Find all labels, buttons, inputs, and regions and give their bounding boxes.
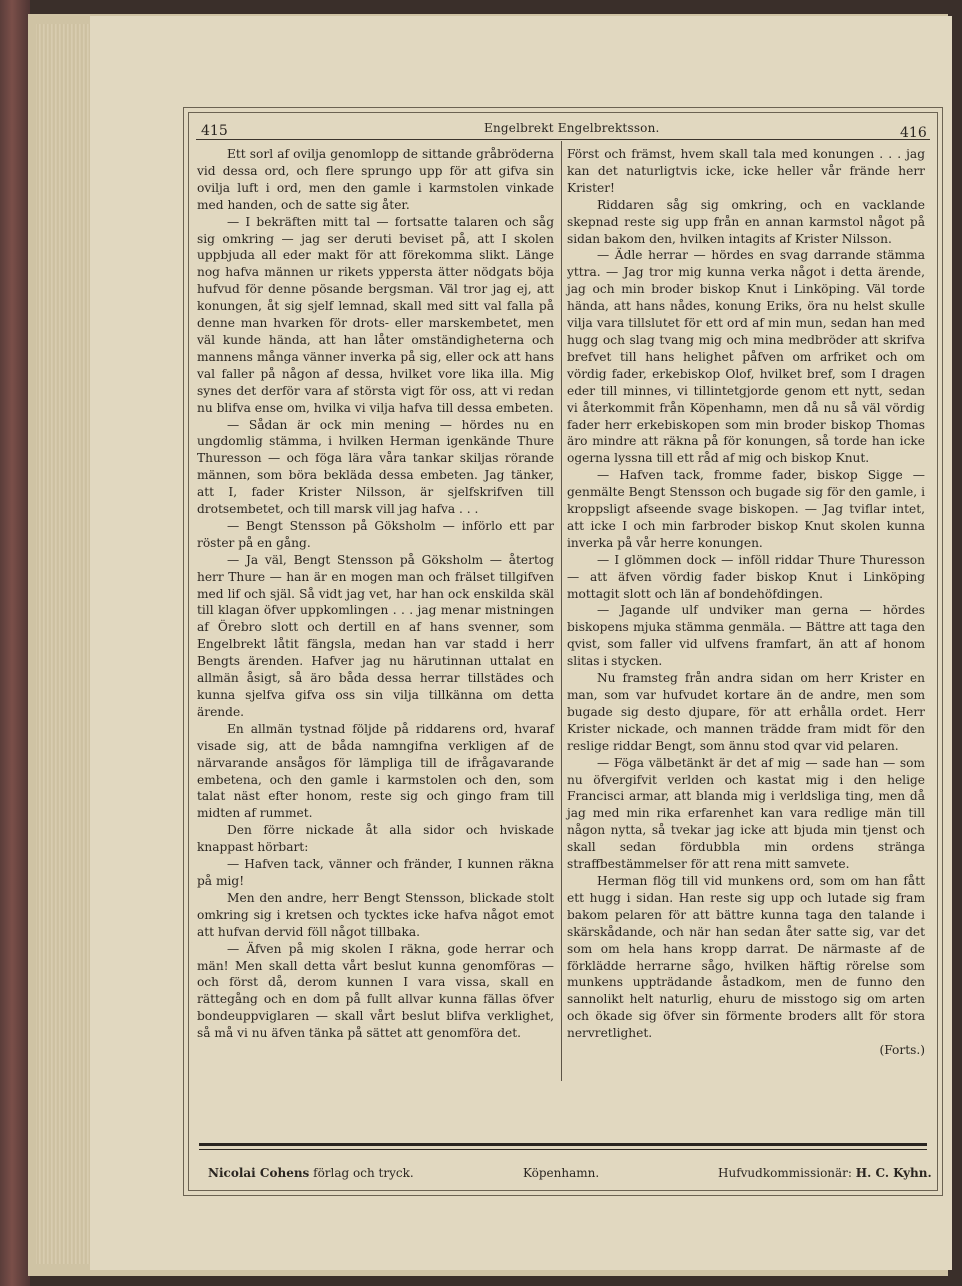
commission-name: H. C. Kyhn.: [855, 1166, 932, 1180]
page-edges: [36, 24, 96, 1264]
publisher-text: förlag och tryck.: [313, 1166, 414, 1180]
paragraph: Riddaren såg sig omkring, och en vacklande skepnad reste sig upp från en annan karmstol något på sidan bakom den, hvilken intagits af Krister Nilsson.: [567, 197, 925, 246]
right-column: [567, 146, 925, 1059]
paragraph: — Ja väl, Bengt Stensson på Göksholm — återtog herr Thure — han är en mogen man och frälset tillgifven med lif och själ. Så vidt jag vet, har han ock enskilda skäl till klagan öfver uppkomlingen . . . jag menar mistningen af Örebro slott och dertill en af hans svenner, som Engelbrekt låtit fängsla, medan han var stadd i herr Bengts ärenden. Hafver jag nu härutinnan uttalat en allmän åsigt, så äro båda dessa herrar tillstädes och kunna sjelfva gifva oss sin vilja tillkänna om detta ärende.: [197, 552, 554, 719]
paragraph: — Sådan är ock min mening — hördes nu en ungdomlig stämma, i hvilken Herman igenkände Thure Thuresson — och föga lära våra tankar skiljas rörande männen, som böra bekläda dessa embeten. Jag tänker, att I, fader Krister Nilsson, är sjelfskrifven till drotsembetet, och till marsk vill jag hafva . . .: [197, 417, 554, 517]
page-number-right: 416: [900, 125, 927, 141]
paragraph: — Hafven tack, fromme fader, biskop Sigge — genmälte Bengt Stensson och bugade sig för den gamle, i kroppsligt afseende svage biskopen. — Jag tviflar intet, att icke I och min farbroder biskop Knut skolen kunna inverka på vår herre konungen.: [567, 468, 925, 550]
paragraph: En allmän tystnad följde på riddarens ord, hvaraf visade sig, att de båda namngifna verkligen af de närvarande ansågos för lämpliga till de ifrågavarande embetena, och den gamle i karmstolen och den, som talat näst efter honom, reste sig och gingo fram till midten af rummet.: [197, 721, 554, 821]
paragraph: Först och främst, hvem skall tala med konungen . . . jag kan det naturligtvis icke, icke heller vår frände herr Krister!: [567, 147, 925, 195]
paragraph: — Ädle herrar — hördes en svag darrande stämma yttra. — Jag tror mig kunna verka något i detta ärende, jag och min broder biskop Knut i Linköping. Väl torde hända, att hans nådes, konung Eriks, öra nu helst skulle vilja vara tillslutet för ett ord af min mun, sedan han med hugg och slag tvang mig och mina medbröder att skrifva brefvet till hans helighet påfven om arfriket och om vördig fader, erkebiskop Olof, hvilket bref, som I dragen eder till minnes, vi tillintetgjorde genom ett nytt, sedan vi återkommit från Köpenhamn, men då nu så väl vördig fader herr erkebiskopen som min broder biskop Thomas äro mindre att räkna på för konungen, så torde han icke ogerna lyssna till ett råd af mig och biskop Knut.: [567, 248, 925, 466]
paragraph: Herman flög till vid munkens ord, som om han fått ett hugg i sidan. Han reste sig upp och lutade sig fram bakom pelaren för att bättre kunna taga den talande i skärskådande, och när han sedan åter satte sig, var det som om hela hans kropp darrat. De närmaste af de förklädde herrarne sågo, hvilken häftig rörelse som munkens uppträdande åstadkom, men de funno den sannolikt helt naturlig, ehuru de misstogo sig om arten och ökade sig öfver sin förmente broders allt för stora nervretlighet.: [567, 873, 925, 1041]
paragraph: Men den andre, herr Bengt Stensson, blickade stolt omkring sig i kretsen och tycktes icke hafva något emot att hufvan dervid föll något tillbaka.: [197, 890, 554, 939]
footer-publisher: [208, 1166, 414, 1180]
paragraph: — Bengt Stensson på Göksholm — införlo ett par röster på en gång.: [197, 518, 554, 550]
running-head: Engelbrekt Engelbrektsson.: [484, 121, 660, 135]
footer-commission: [718, 1166, 932, 1180]
footer-rule-thick: [199, 1143, 927, 1146]
page-number-left: 415: [201, 123, 228, 139]
paragraph: — I glömmen dock — inföll riddar Thure Thuresson — att äfven vördig fader biskop Knut i Linköping mottagit slott och län af bondehöfdingen.: [567, 552, 925, 601]
paragraph: — Föga välbetänkt är det af mig — sade han — som nu öfvergifvit verlden och kastat mig i den helige Francisci armar, att blanda mig i verldsliga ting, men då jag med min rika erfarenhet kan vara redlige män till någon nytta, så tvekar jag icke att bjuda min tjenst och skall sedan fördubbla min ordens stränga straffbestämmelser för att rena mitt samvete.: [567, 755, 925, 872]
commission-label: Hufvudkommissionär:: [718, 1166, 852, 1180]
continued-note: (Forts.): [879, 1043, 925, 1058]
book-binding: [0, 0, 30, 1286]
paragraph: — Jagande ulf undviker man gerna — hördes biskopens mjuka stämma genmäla. — Bättre att taga den qvist, som faller vid ulfvens framfart, än att af honom slitas i stycken.: [567, 603, 925, 669]
paragraph: Den förre nickade åt alla sidor och hviskade knappast hörbart:: [197, 823, 554, 855]
paragraph: Ett sorl af ovilja genomlopp de sittande gråbröderna vid dessa ord, och flere sprungo upp för att gifva sin ovilja luft i ord, men den gamle i karmstolen vinkade med handen, och de satte sig åter.: [197, 147, 554, 212]
paragraph: — Äfven på mig skolen I räkna, gode herrar och män! Men skall detta vårt beslut kunna genomföras — och först då, derom kunnen I vara vissa, skall en rättegång och en dom på fullt allvar kunna fällas öfver bondeuppviglaren — skall vårt beslut blifva verklighet, så må vi nu äfven tänka på sättet att genomföra det.: [197, 941, 554, 1041]
column-divider: [561, 141, 562, 1081]
header-rule: [196, 139, 930, 140]
footer-rule-thin: [199, 1149, 927, 1150]
paragraph: — I bekräften mitt tal — fortsatte talaren och såg sig omkring — jag ser deruti beviset på, att I skolen uppbjuda all eder makt för att förekomma slikt. Länge nog hafva männen ur rikets yppersta ätter nödgats böja hufvud för denne pösande bergsman. Väl tror jag ej, att konungen, åt sig sjelf lemnad, skall med sitt val falla på denne man hvarken för drots- eller marskembetet, men väl kunde hända, att han låter omständigheterna och mannens många vänner inverka på sig, eller ock att hans val faller på någon af dessa, hvilket vore lika illa. Mig synes det derför vara af största vigt för oss, att vi redan nu blifva ense om, hvilka vi vilja hafva till dessa embeten.: [197, 214, 554, 415]
left-column: [197, 146, 554, 1042]
paragraph: — Hafven tack, vänner och fränder, I kunnen räkna på mig!: [197, 857, 554, 888]
paragraph: Nu framsteg från andra sidan om herr Krister en man, som var hufvudet kortare än de andre, men som bugade sig desto djupare, för att erhålla ordet. Herr Krister nickade, och mannen trädde fram midt för den reslige riddar Bengt, som ännu stod qvar vid pelaren.: [567, 671, 925, 753]
publisher-name: Nicolai Cohens: [208, 1166, 310, 1180]
footer-city: Köpenhamn.: [523, 1166, 600, 1180]
